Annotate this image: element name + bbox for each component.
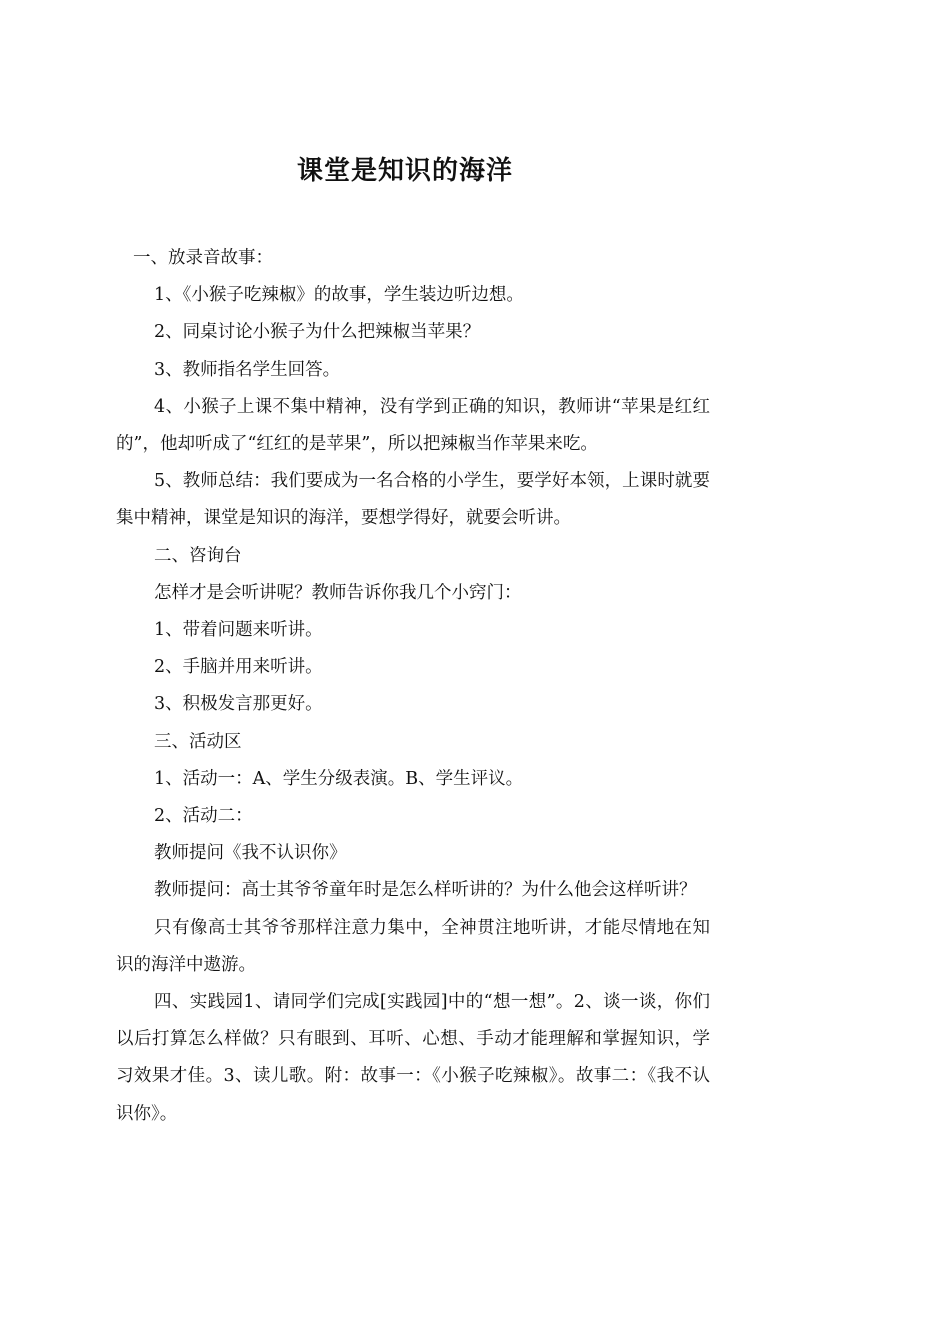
- paragraph-1: 1、《小猴子吃辣椒》的故事，学生装边听边想。: [154, 285, 524, 306]
- paragraph-10: 1、活动一：A、学生分级表演。B、学生评议。: [154, 768, 524, 789]
- paragraph-4: 4、小猴子上课不集中精神，没有学到正确的知识，教师讲“苹果是红红的”，他却听成了“红红的是苹果”，所以把辣椒当作苹果来吃。: [116, 396, 710, 455]
- section-heading-1: 一、放录音故事：: [133, 248, 273, 268]
- paragraph-12: 教师提问《我不认识你》: [154, 843, 347, 864]
- document-body: [116, 240, 710, 1133]
- paragraph-3: 3、教师指名学生回答。: [154, 359, 341, 380]
- paragraph-6: 怎样才是会听讲呢？教师告诉你我几个小窍门：: [154, 582, 522, 603]
- section-heading-2: 二、咨询台: [154, 545, 242, 566]
- paragraph-13: 教师提问：高士其爷爷童年时是怎么样听讲的？为什么他会这样听讲？: [154, 880, 697, 901]
- paragraph-5: 5、教师总结：我们要成为一名合格的小学生，要学好本领，上课时就要集中精神，课堂是知识的海洋，要想学得好，就要会听讲。: [116, 471, 710, 529]
- paragraph-11: 2、活动二：: [154, 806, 253, 827]
- document-title: 课堂是知识的海洋: [296, 156, 513, 186]
- paragraph-7: 1、带着问题来听讲。: [154, 620, 323, 641]
- paragraph-9: 3、积极发言那更好。: [154, 694, 323, 715]
- section-heading-3: 三、活动区: [154, 731, 242, 752]
- paragraph-8: 2、手脑并用来听讲。: [154, 657, 323, 678]
- paragraph-14: 只有像高士其爷爷那样注意力集中，全神贯注地听讲，才能尽情地在知识的海洋中遨游。: [116, 917, 710, 975]
- section-heading-4: 四、实践园1、请同学们完成[实践园]中的“想一想”。2、谈一谈，你们以后打算怎么样做？只有眼到、耳听、心想、手动才能理解和掌握知识，学习效果才佳。3、读儿歌。附：故事一：《小猴子吃辣椒》。故事二：《我不认识你》。: [116, 992, 710, 1124]
- paragraph-2: 2、同桌讨论小猴子为什么把辣椒当苹果？: [154, 322, 481, 343]
